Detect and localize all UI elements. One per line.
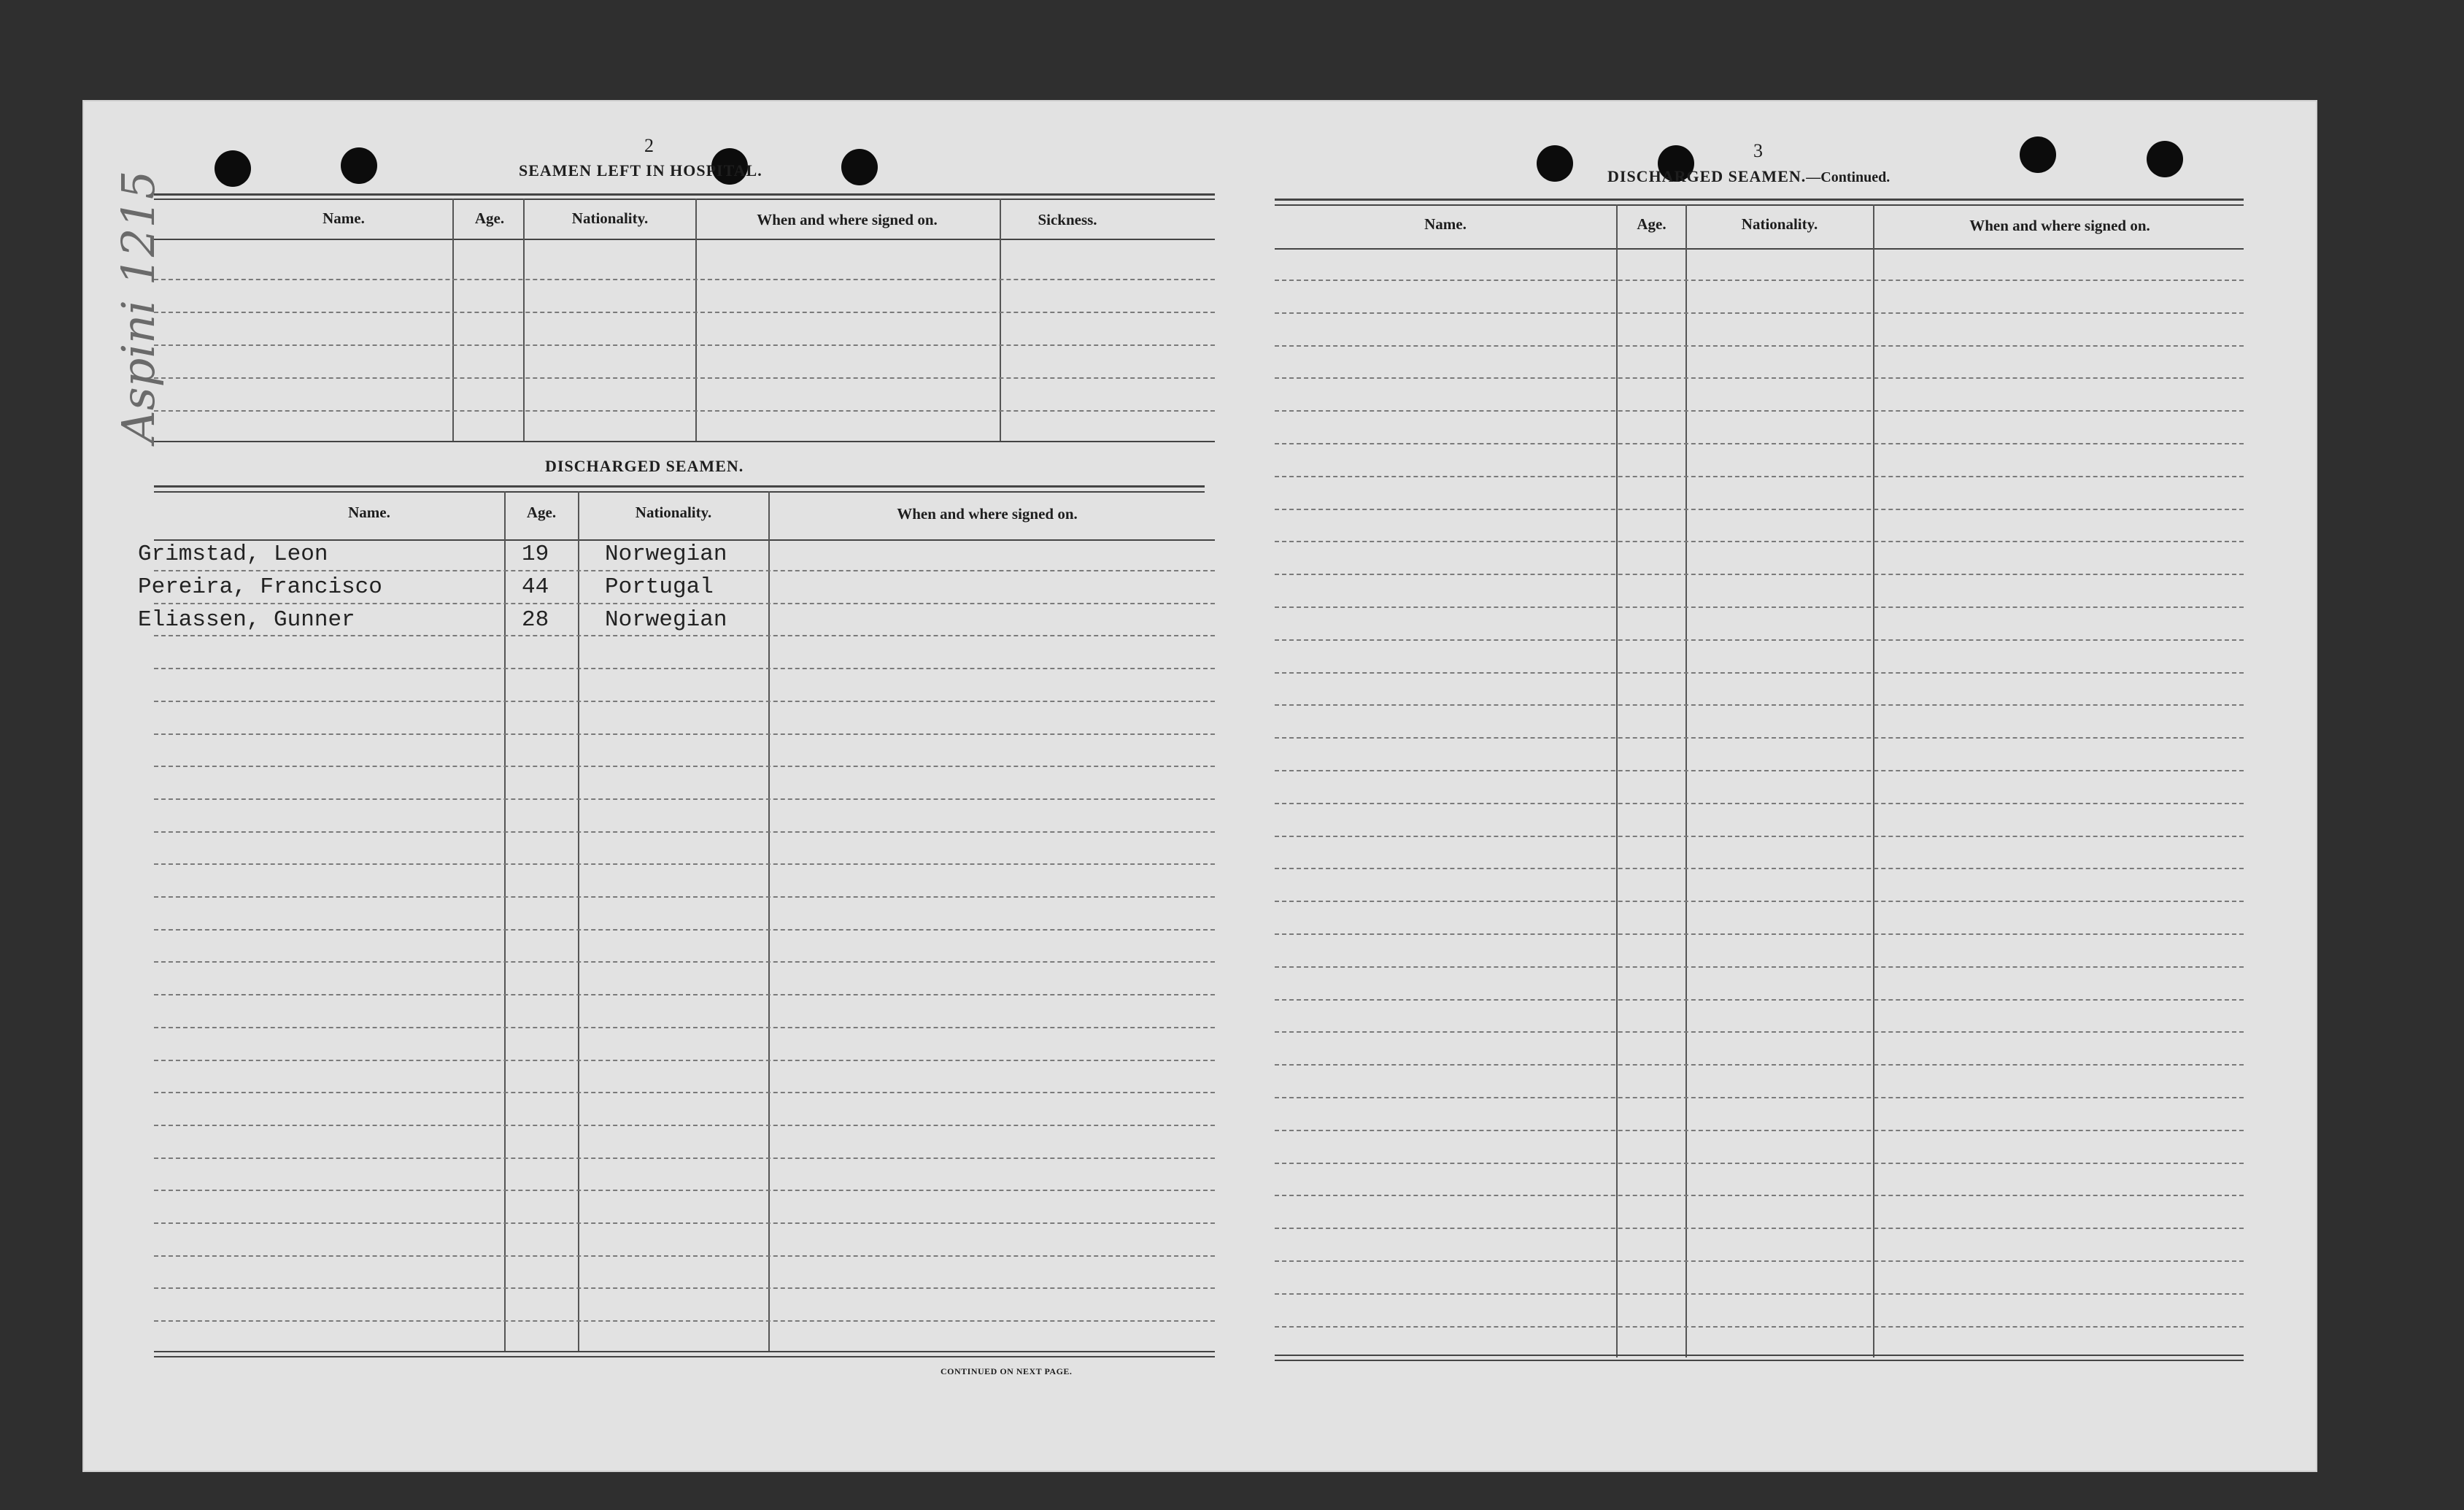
row-line [154,798,1215,800]
discharged-section-title: DISCHARGED SEAMEN. [545,457,744,475]
row-line [1275,410,2244,412]
punch-hole [1537,145,1573,182]
rule [1275,248,2244,250]
row-line [1275,999,2244,1001]
row-line [154,344,1215,346]
right-section-title [1607,167,1890,186]
row-line [1275,1163,2244,1164]
seaman-age: 44 [522,574,549,600]
row-line [1275,1097,2244,1098]
row-line [154,279,1215,280]
row-line [154,1027,1215,1028]
row-line [1275,966,2244,968]
margin-note: Aspini 1215 [112,170,165,443]
page-number-left: 2 [644,135,654,156]
row-line [154,1255,1215,1257]
row-line [154,668,1215,669]
row-line [1275,476,2244,477]
row-line [1275,509,2244,510]
rule [154,441,1215,442]
continued-note: CONTINUED ON NEXT PAGE. [941,1366,1073,1376]
rule [1275,1360,2244,1361]
row-line [1275,672,2244,674]
row-line [1275,280,2244,281]
row-line [1275,836,2244,837]
row-line [154,1092,1215,1093]
column-header: Sickness. [1038,211,1097,228]
row-line [154,1320,1215,1322]
row-line [1275,639,2244,641]
row-line [154,929,1215,931]
column-divider [452,199,454,441]
row-line [1275,1130,2244,1131]
column-header: Nationality. [571,209,649,227]
rule [154,485,1205,488]
column-header: Name. [323,209,365,227]
row-line [154,994,1215,995]
rule [154,193,1215,196]
row-line [1275,1064,2244,1066]
column-header: Age. [1637,215,1667,233]
rule [1275,1355,2244,1356]
row-line [1275,345,2244,347]
seaman-age: 19 [522,542,549,567]
column-header: Name. [1424,215,1467,233]
column-header: When and where signed on. [897,505,1078,523]
row-line [1275,377,2244,379]
row-line [154,635,1215,636]
rule [154,199,1215,200]
rule [154,491,1205,493]
right-section-title-main: DISCHARGED SEAMEN. [1607,167,1807,185]
column-header: When and where signed on. [757,211,938,228]
column-header: Age. [474,209,505,227]
row-line [154,831,1215,833]
punch-hole [2147,141,2183,177]
row-line [154,1190,1215,1191]
row-line [154,733,1215,735]
row-line [154,312,1215,313]
punch-hole [341,147,377,184]
record-sheet [82,100,2317,1472]
column-header: Age. [526,504,557,521]
row-line [1275,443,2244,444]
seaman-nationality: Norwegian [605,542,727,567]
row-line [154,1060,1215,1061]
row-line [154,1157,1215,1159]
row-line [1275,933,2244,935]
page-number-right: 3 [1753,140,1763,161]
rule [154,1351,1215,1352]
row-line [1275,737,2244,739]
row-line [1275,1228,2244,1229]
row-line [1275,541,2244,542]
row-line [1275,1260,2244,1262]
column-header: Name. [348,504,390,521]
row-line [1275,901,2244,902]
row-line [1275,1195,2244,1196]
row-line [1275,704,2244,706]
seaman-name: Eliassen, Gunner [138,607,355,633]
row-line [1275,770,2244,771]
rule [1275,204,2244,206]
right-section-title-suffix: —Continued. [1806,169,1891,185]
row-line [1275,1293,2244,1295]
row-line [154,1222,1215,1224]
punch-hole [2020,136,2056,173]
row-line [154,961,1215,963]
row-line [1275,868,2244,869]
row-line [154,701,1215,702]
column-header: Nationality. [635,504,712,521]
row-line [1275,574,2244,575]
column-divider [523,199,525,441]
rule [154,1356,1215,1357]
row-line [154,570,1215,571]
row-line [154,603,1215,604]
punch-hole [215,150,251,187]
row-line [1275,606,2244,608]
column-header: When and where signed on. [1969,217,2150,234]
row-line [154,410,1215,412]
seaman-nationality: Norwegian [605,607,727,633]
row-line [154,377,1215,379]
column-header: Nationality. [1741,215,1818,233]
seaman-name: Pereira, Francisco [138,574,382,600]
row-line [154,766,1215,767]
row-line [154,1287,1215,1289]
punch-hole [841,149,878,185]
row-line [154,896,1215,898]
rule [1275,199,2244,201]
column-divider [1000,199,1001,441]
row-line [1275,1326,2244,1328]
row-line [1275,803,2244,804]
row-line [154,1125,1215,1126]
row-line [1275,312,2244,314]
row-line [154,863,1215,865]
row-line [1275,1031,2244,1033]
rule [154,239,1215,240]
seaman-name: Grimstad, Leon [138,542,328,567]
column-divider [695,199,697,441]
rule [154,539,1215,541]
hospital-section-title: SEAMEN LEFT IN HOSPITAL. [519,161,762,180]
seaman-nationality: Portugal [605,574,714,600]
seaman-age: 28 [522,607,549,633]
